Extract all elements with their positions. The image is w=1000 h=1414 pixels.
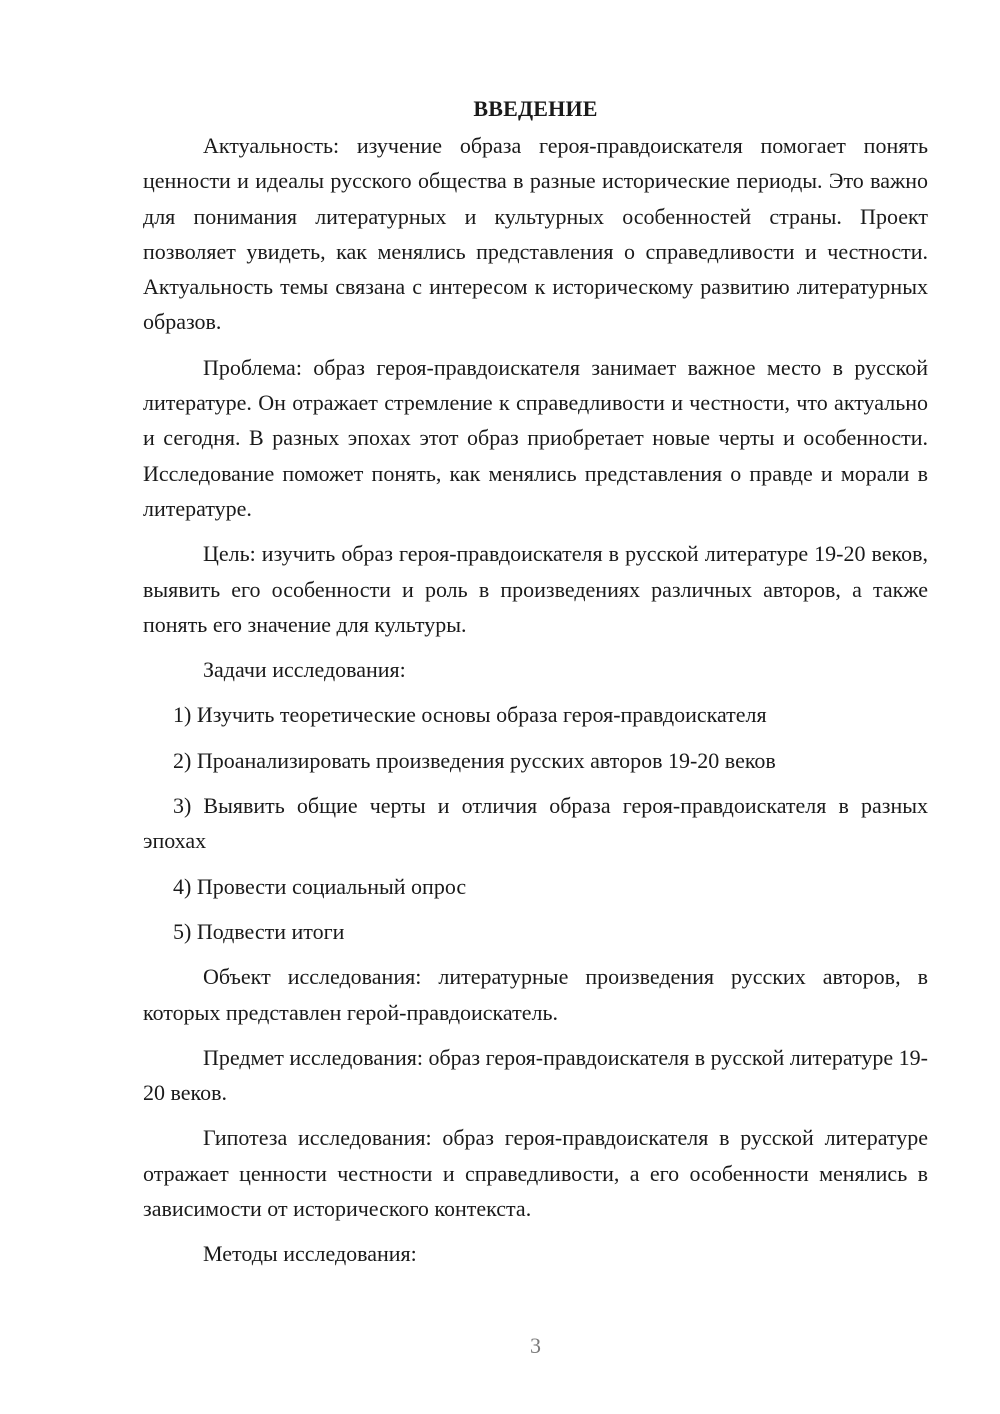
subject-paragraph: Предмет исследования: образ героя-правдоискателя в русской литературе 19-20 веков.	[143, 1044, 928, 1106]
problem-paragraph: Проблема: образ героя-правдоискателя занимает важное место в русской литературе. Он отражает стремление к справедливости и честности, что актуально и сегодня. В разных эпохах этот образ приобретает новые черты и особенности. Исследование поможет понять, как менялись представления о правде и морали в литературе.	[143, 354, 928, 521]
list-item: 1) Изучить теоретические основы образа героя-правдоискателя	[173, 702, 767, 728]
object-paragraph: Объект исследования: литературные произведения русских авторов, в которых представлен герой-правдоискатель.	[143, 964, 928, 1025]
list-item: 2) Проанализировать произведения русских авторов 19-20 веков	[173, 747, 776, 773]
page-number: 3	[530, 1333, 541, 1358]
methods-label: Методы исследования:	[203, 1241, 417, 1267]
hypothesis-paragraph: Гипотеза исследования: образ героя-правдоискателя в русской литературе отражает ценности честности и справедливости, а его особенности менялись в зависимости от исторического контекста.	[143, 1125, 928, 1222]
document-page	[143, 94, 928, 1282]
list-item: 5) Подвести итоги	[173, 918, 345, 944]
goal-paragraph: Цель: изучить образ героя-правдоискателя в русской литературе 19-20 веков, выявить его особенности и роль в произведениях различных авторов, а также понять его значение для культуры.	[143, 541, 928, 637]
list-item: 4) Провести социальный опрос	[173, 873, 467, 899]
section-heading: ВВЕДЕНИЕ	[473, 96, 598, 121]
relevance-paragraph: Актуальность: изучение образа героя-правдоискателя помогает понять ценности и идеалы русского общества в разные исторические периоды. Это важно для понимания литературных и культурных особенностей страны. Проект позволяет увидеть, как менялись представления о справедливости и честности. Актуальность темы связана с интересом к историческому развитию литературных образов.	[143, 133, 928, 335]
tasks-list	[143, 697, 928, 949]
list-item: 3) Выявить общие черты и отличия образа героя-правдоискателя в разных эпохах	[143, 793, 928, 854]
tasks-label: Задачи исследования:	[203, 657, 406, 683]
